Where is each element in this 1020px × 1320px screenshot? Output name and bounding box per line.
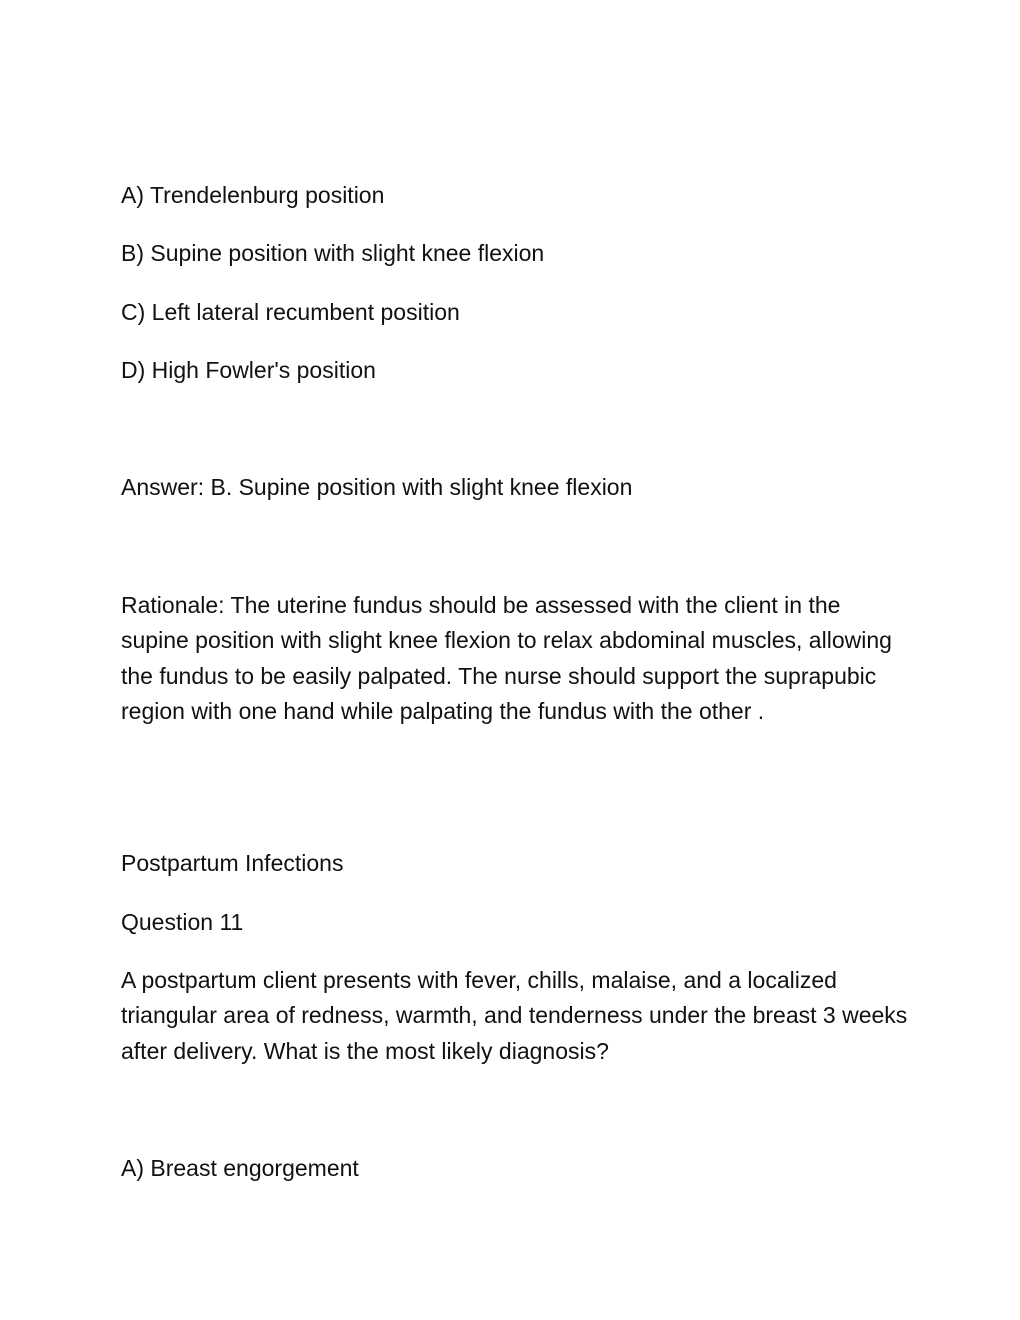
option-b-q10: B) Supine position with slight knee flexion: [121, 240, 545, 266]
option-a-q11: A) Breast engorgement: [121, 1155, 359, 1181]
option-d-q10: D) High Fowler's position: [121, 357, 376, 383]
rationale-paragraph: Rationale: The uterine fundus should be assessed with the client in the supine position with slight knee flexion to relax abdominal muscles, allowing the fundus to be easily palpated. The nurse should support the suprapubic region with one hand while palpating the fundus with the other .: [121, 592, 892, 724]
question-text: A postpartum client presents with fever, chills, malaise, and a localized triangular area of redness, warmth, and tenderness under the breast 3 weeks after delivery. What is the most likely diagnosis?: [121, 967, 908, 1064]
question-label: Question 11: [121, 909, 244, 935]
answer-line: Answer: B. Supine position with slight knee flexion: [121, 474, 633, 500]
section-title: Postpartum Infections: [121, 850, 344, 876]
option-c-q10: C) Left lateral recumbent position: [121, 299, 460, 325]
option-a-q10: A) Trendelenburg position: [121, 182, 385, 208]
